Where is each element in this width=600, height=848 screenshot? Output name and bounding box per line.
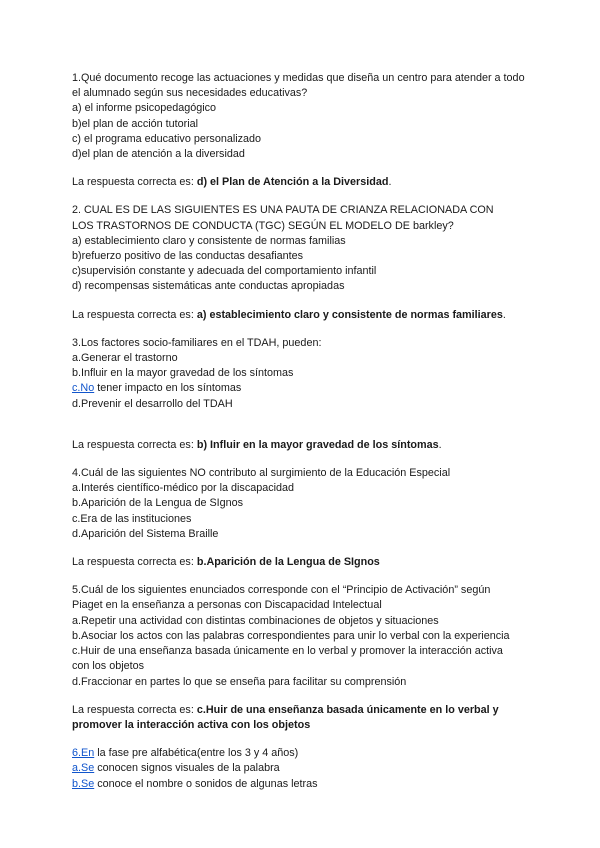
q6-option-b-link[interactable]: b.Se [72,777,95,790]
q1-option-c: c) el programa educativo personalizado [72,132,262,145]
q2-option-a: a) establecimiento claro y consistente de normas familias [72,234,346,247]
q6-question [72,746,532,761]
q4-option-c: c.Era de las instituciones [72,512,192,525]
answer-text: b) Influir en la mayor gravedad de los síntomas [196,438,439,451]
answer-text: c.Huir de una enseñanza basada únicamente en lo verbal y [196,703,499,716]
q4-option-b: b.Aparición de la Lengua de SIgnos [72,497,244,510]
answer-text: a) establecimiento claro y consistente de normas familiares [196,308,503,321]
q6-option-a-link[interactable]: a.Se [72,762,95,775]
q6-option-a-text: conocen signos visuales de la palabra [94,762,280,775]
q3-option-a: a.Generar el trastorno [72,352,178,365]
q5-option-a: a.Repetir una actividad con distintas combinaciones de objetos y situaciones [72,614,439,627]
q3-question: 3.Los factores socio-familiares en el TDAH, pueden: [72,336,322,349]
q5-answer-line1 [72,703,532,718]
answer-prefix: La respuesta correcta es: [72,438,197,451]
q3-answer [72,438,532,453]
q6-option-b [72,777,532,792]
q6-question-text: la fase pre alfabética(entre los 3 y 4 años) [94,747,299,760]
q4-answer [72,555,532,570]
q3-option-c-link[interactable]: c.No [72,382,95,395]
q5-option-b: b.Asociar los actos con las palabras correspondientes para unir lo verbal con la experiencia [72,629,510,642]
q1-option-d: d)el plan de atención a la diversidad [72,148,245,161]
q2-question-line2: LOS TRASTORNOS DE CONDUCTA (TGC) SEGÚN EL MODELO DE barkley? [72,219,454,232]
q2-answer [72,308,532,323]
answer-suffix: . [438,438,442,451]
answer-prefix: La respuesta correcta es: [72,703,197,716]
q5-answer-line2 [72,718,532,733]
answer-prefix: La respuesta correcta es: [72,308,197,321]
q5-option-c-line1: c.Huir de una enseñanza basada únicamente en lo verbal y promover la interacción activa [72,645,503,658]
answer-text-continued: promover la interacción activa con los objetos [72,718,311,731]
q3-option-b: b.Influir en la mayor gravedad de los síntomas [72,367,294,380]
q4-option-a: a.Interés científico-médico por la discapacidad [72,482,295,495]
q3-option-c [72,381,532,396]
q1-answer [72,175,532,190]
q5-option-d: d.Fraccionar en partes lo que se enseña para facilitar su comprensión [72,675,407,688]
q2-option-c: c)supervisión constante y adecuada del comportamiento infantil [72,265,377,278]
q6-question-link[interactable]: 6.En [72,747,95,760]
document-page [72,71,532,792]
answer-suffix: . [502,308,506,321]
q1-option-a: a) el informe psicopedagógico [72,102,217,115]
q1-question: 1.Qué documento recoge las actuaciones y medidas que diseña un centro para atender a todo el alumnado según sus necesidades educativas? [72,72,525,100]
q1-option-b: b)el plan de acción tutorial [72,117,199,130]
answer-suffix: . [388,176,392,189]
q5-question-line2: Piaget en la enseñanza a personas con Discapacidad Intelectual [72,599,382,612]
q4-option-d: d.Aparición del Sistema Braille [72,527,219,540]
q5-question-line1: 5.Cuál de los siguientes enunciados corresponde con el “Principio de Activación” según [72,584,491,597]
answer-text: d) el Plan de Atención a la Diversidad [196,176,389,189]
q3-option-d: d.Prevenir el desarrollo del TDAH [72,397,233,410]
answer-prefix: La respuesta correcta es: [72,176,197,189]
q5-option-c-line2: con los objetos [72,660,145,673]
answer-prefix: La respuesta correcta es: [72,556,197,569]
q2-option-b: b)refuerzo positivo de las conductas desafiantes [72,250,304,263]
q2-question-line1: 2. CUAL ES DE LAS SIGUIENTES ES UNA PAUTA DE CRIANZA RELACIONADA CON [72,204,494,217]
q4-question: 4.Cuál de las siguientes NO contributo al surgimiento de la Educación Especial [72,467,451,480]
q6-option-b-text: conoce el nombre o sonidos de algunas letras [94,777,318,790]
answer-text: b.Aparición de la Lengua de SIgnos [196,556,380,569]
q6-option-a [72,761,532,776]
q3-option-c-text: tener impacto en los síntomas [94,382,242,395]
q2-option-d: d) recompensas sistemáticas ante conductas apropiadas [72,280,345,293]
